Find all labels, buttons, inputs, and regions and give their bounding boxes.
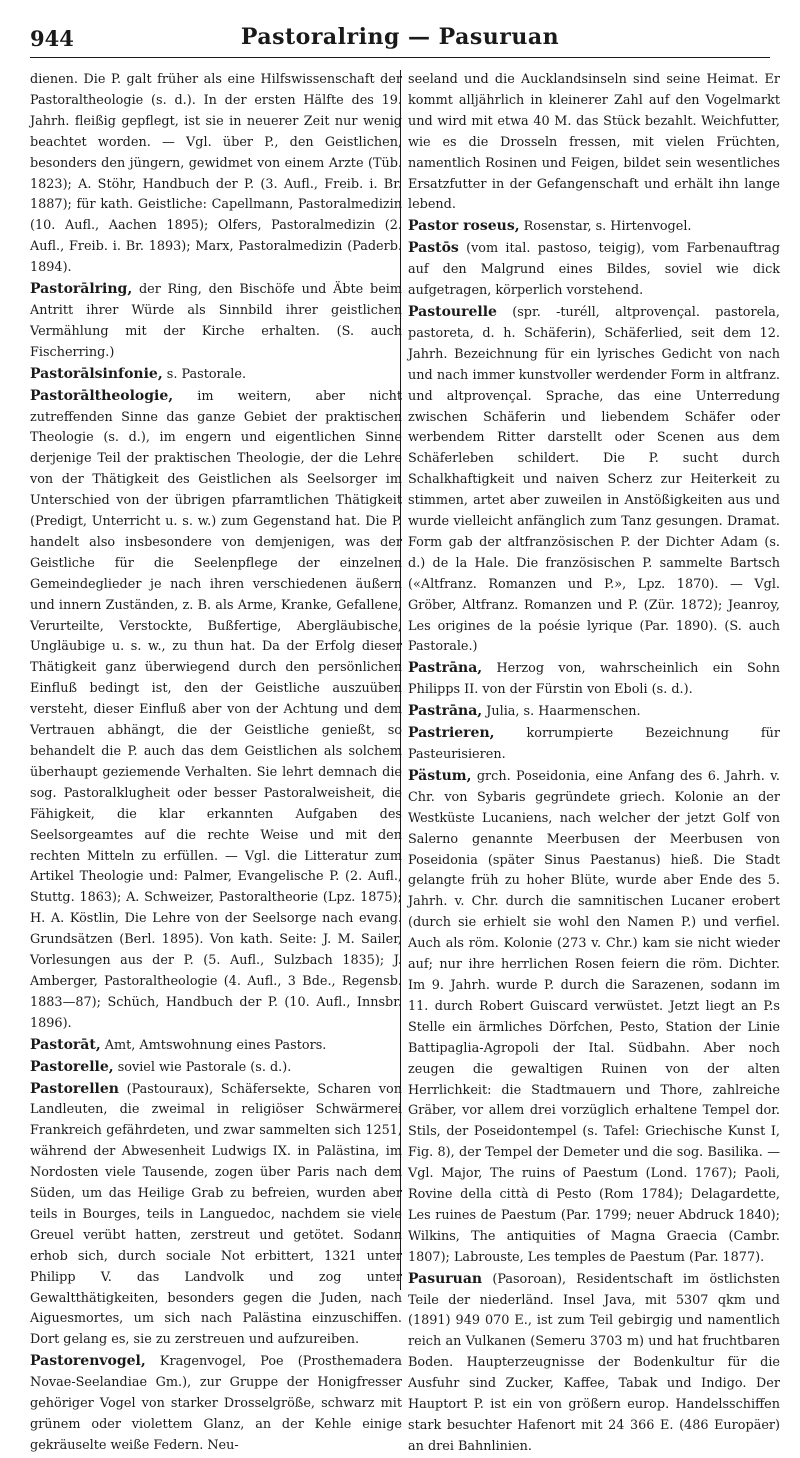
dictionary-entry [30, 1351, 402, 1457]
dictionary-entry [408, 302, 780, 658]
entry-text: (Pastouraux), Schäfersekte, Scharen von Landleuten, die zweimal in religiöser Schwärmerei Frankreich gefährdeten, und zwar sammelten sich 1251, während der Abwesenheit Ludwigs IX. in Palästina, im Nordosten viele Tausende, zogen über Paris nach dem Süden, um das Heilige Grab zu befreien, wurden aber teils in Bourges, teils in Languedoc, nachdem sie viele Greuel verübt hatten, zerstreut und getötet. Sodann erhob sich, durch sociale Not erbittert, 1321 unter Philipp V. das Landvolk und zog unter Gewaltthätigkeiten, besonders gegen die Juden, nach Aiguesmortes, um sich nach Palästina einzuschiffen. Dort gelang es, sie zu zerstreuen und aufzureiben. [30, 1081, 402, 1348]
entry-text: Kragenvogel, Poe (Prosthemadera Novae-Seelandiae Gm.), zur Gruppe der Honigfresser gehöriger Vogel von starker Drosselgröße, schwarz mit grünem oder violettem Glanz, an der Kehle einige gekräuselte weiße Federn. Neu- [30, 1354, 402, 1453]
entry-headword: Pästum, [408, 767, 472, 784]
entry-headword: Pastrāna, [408, 660, 483, 677]
entry-text: soviel wie Pastorale (s. d.). [113, 1059, 292, 1075]
header-rule [30, 57, 770, 58]
dictionary-entry [408, 70, 780, 216]
entry-text: Herzog von, wahrscheinlich ein Sohn Philipps II. von der Fürstin von Eboli (s. d.). [408, 661, 780, 698]
column-rule [400, 70, 401, 1290]
entry-text: (vom ital. pastoso, teigig), vom Farbenauftrag auf den Malgrund eines Bildes, soviel wie dick aufgetragen, körperlich vorstehend. [408, 241, 780, 299]
dictionary-entry [30, 1035, 402, 1057]
entry-text: (spr. -turéll, altprovençal. pastorela, pastoreta, d. h. Schäferin), Schäferlied, seit dem 12. Jahrh. Bezeichnung für ein lyrisches Gedicht von nach und nach immer kunstvoller werdender Form in altfranz. und altprovençal. Sprache, das eine Unterredung zwischen Schäferin und liebendem Schäfer oder werbendem Ritter darstellt oder Scenen aus dem Schäferleben schildert. Die P. sucht durch Schalkhaftigkeit und naiven Scherz zur Heiterkeit zu stimmen, artet aber zuweilen in Anstößigkeiten aus und wurde vielleicht anfänglich zum Tanz gesungen. Dramat. Form gab der altfranzösischen P. der Dichter Adam (s. d.) de la Hale. Die französischen P. sammelte Bartsch («Altfranz. Romanzen und P.», Lpz. 1870). — Vgl. Gröber, Altfranz. Romanzen und P. (Zür. 1872); Jeanroy, Les origines de la poésie lyrique (Par. 1890). (S. auch Pastorale.) [408, 304, 780, 655]
entry-headword: Pastor roseus, [408, 218, 520, 235]
entry-headword: Pastourelle [408, 303, 497, 320]
entry-headword: Pastorenvogel, [30, 1353, 146, 1370]
dictionary-entry [408, 216, 780, 238]
entry-headword: Pastorālring, [30, 281, 133, 298]
dictionary-entry [30, 1079, 402, 1352]
entry-text: grch. Poseidonia, eine Anfang des 6. Jahrh. v. Chr. von Sybaris gegründete griech. Kolonie an der Westküste Lucaniens, nach welcher der jetzt Golf von Salerno genannte Meerbusen der Meerbusen von Poseidonia (später Sinus Paestanus) hieß. Die Stadt gelangte früh zu hoher Blüte, wurde aber Ende des 5. Jahrh. v. Chr. durch die samnitischen Lucaner erobert (durch sie erhielt sie wohl den Namen P.) und verfiel. Auch als röm. Kolonie (273 v. Chr.) kam sie nicht wieder auf; nur ihre herrlichen Rosen feiern die röm. Dichter. Im 9. Jahrh. wurde P. durch die Sarazenen, sodann im 11. durch Robert Guiscard verwüstet. Jetzt liegt an P.s Stelle ein ärmliches Dörfchen, Pesto, Station der Linie Battipaglia-Agropoli der Ital. Südbahn. Aber noch zeugen die gewaltigen Ruinen von der alten Herrlichkeit: die Stadtmauern und Thore, zahlreiche Gräber, vor allem drei vorzüglich erhaltene Tempel dor. Stils, der Poseidontempel (s. Tafel: Griechische Kunst I, Fig. 8), der Tempel der Demeter und die sog. Basilika. — Vgl. Major, The ruins of Paestum (Lond. 1767); Paoli, Rovine della città di Pesto (Rom 1784); Delagardette, Les ruines de Paestum (Par. 1799; neuer Abdruck 1840); Wilkins, The antiquities of Magna Graecia (Cambr. 1807); Labrouste, Les temples de Paestum (Par. 1877). [408, 768, 780, 1265]
entry-text: Amt, Amtswohnung eines Pastors. [100, 1037, 327, 1053]
dictionary-entry [408, 766, 780, 1269]
entry-text: Julia, s. Haarmenschen. [482, 704, 641, 720]
dictionary-entry [30, 1057, 402, 1079]
page-header [30, 22, 770, 60]
entry-headword: Pasuruan [408, 1270, 483, 1287]
entry-text: (Pasoroan), Residentschaft im östlichsten Teile der niederländ. Insel Java, mit 5307 qkm und (1891) 949 070 E., ist zum Teil gebirgig und namentlich reich an Vulkanen (Semeru 3703 m) und hat fruchtbaren Boden. Haupterzeugnisse der Bodenkultur für die Ausfuhr sind Zucker, Kaffee, Tabak und Indigo. Der Hauptort P. ist ein von größern europ. Handelsschiffen stark besuchter Hafenort mit 24 366 E. (486 Europäer) an drei Bahnlinien. [408, 1271, 780, 1454]
dictionary-entry [30, 364, 402, 386]
dictionary-entry [408, 723, 780, 766]
dictionary-entry [408, 1269, 780, 1458]
entry-headword: Pastorellen [30, 1080, 119, 1097]
entry-text: im weitern, aber nicht zutreffenden Sinne das ganze Gebiet der praktischen Theologie (s. d.), im engern und eigentlichen Sinne derjenige Teil der praktischen Theologie, der die Lehre von der Thätigkeit des Geistlichen als Seelsorger im Unterschied von der übrigen pfarramtlichen Thätigkeit (Predigt, Unterricht u. s. w.) zum Gegenstand hat. Die P. handelt also insbesondere von demjenigen, was der Geistliche für die Seelenpflege der einzelnen Gemeindeglieder je nach ihren verschiedenen äußern und innern Zuständen, z. B. als Arme, Kranke, Gefallene, Verurteilte, Verstockte, Bußfertige, Abergläubische, Ungläubige u. s. w., zu thun hat. Da der Erfolg dieser Thätigkeit ganz überwiegend durch den persönlichen Einfluß bedingt ist, den der Geistliche auszuüben versteht, dieser Einfluß aber von der Achtung und dem Vertrauen abhängt, die der Geistliche genießt, so behandelt die P. auch das dem Geistlichen als solchem überhaupt geziemende Verhalten. Sie lehrt demnach die sog. Pastoralklugheit oder besser Pastoralweisheit, die Fähigkeit, die klar erkannten Aufgaben des Seelsorgeamtes auf die rechte Weise und mit den rechten Mitteln zu erfüllen. — Vgl. die Litteratur zum Artikel Theologie und: Palmer, Evangelische P. (2. Aufl., Stuttg. 1863); A. Schweizer, Pastoraltheorie (Lpz. 1875); H. A. Köstlin, Die Lehre von der Seelsorge nach evang. Grundsätzen (Berl. 1895). Von kath. Seite: J. M. Sailer, Vorlesungen aus der P. (5. Aufl., Sulzbach 1835); J. Amberger, Pastoraltheologie (4. Aufl., 3 Bde., Regensb. 1883—87); Schüch, Handbuch der P. (10. Aufl., Innsbr. 1896). [30, 388, 402, 1031]
dictionary-entry [408, 238, 780, 302]
page-number: 944 [30, 26, 74, 51]
entry-headword: Pastorelle, [30, 1058, 114, 1075]
dictionary-entry [30, 386, 402, 1035]
entry-text: dienen. Die P. galt früher als eine Hilfswissenschaft der Pastoraltheologie (s. d.). In der ersten Hälfte des 19. Jahrh. fleißig gepflegt, ist sie in neuerer Zeit nur wenig beachtet worden. — Vgl. über P., den Geistlichen, besonders den jüngern, gewidmet von einem Arzte (Tüb. 1823); A. Stöhr, Handbuch der P. (3. Aufl., Freib. i. Br. 1887); für kath. Geistliche: Capellmann, Pastoralmedizin (10. Aufl., Aachen 1895); Olfers, Pastoralmedizin (2. Aufl., Freib. i. Br. 1893); Marx, Pastoralmedizin (Paderb. 1894). [30, 72, 402, 276]
entry-headword: Pastorāltheologie, [30, 387, 174, 404]
dictionary-entry [30, 70, 402, 279]
entry-headword: Pastorāt, [30, 1036, 101, 1053]
dictionary-entry [408, 658, 780, 701]
entry-headword: Pastorālsinfonie, [30, 365, 163, 382]
entry-headword: Pastrieren, [408, 725, 495, 742]
dictionary-entry [408, 701, 780, 723]
entry-headword: Pastōs [408, 240, 459, 257]
entry-text: s. Pastorale. [162, 366, 247, 382]
dictionary-entry [30, 279, 402, 364]
entry-text: seeland und die Aucklandsinseln sind seine Heimat. Er kommt alljährlich in kleinerer Zahl auf den Vogelmarkt und wird mit etwa 40 M. das Stück bezahlt. Weichfutter, wie es die Drosseln fressen, mit vielen Früchten, namentlich Rosinen und Feigen, bildet sein wesentliches Ersatzfutter in der Gefangenschaft und erhält ihn lange lebend. [408, 72, 780, 213]
entry-text: Rosenstar, s. Hirtenvogel. [519, 219, 692, 235]
running-head: Pastoralring — Pasuruan [240, 24, 560, 50]
right-column [408, 70, 780, 1454]
entry-text: der Ring, den Bischöfe und Äbte beim Antritt ihrer Würde als Sinnbild ihrer geistlichen Vermählung mit der Kirche erhalten. (S. auch Fischerring.) [30, 282, 402, 360]
entry-headword: Pastrāna, [408, 703, 483, 720]
left-column [30, 70, 402, 1453]
entry-text: korrumpierte Bezeichnung für Pasteurisieren. [408, 726, 780, 762]
